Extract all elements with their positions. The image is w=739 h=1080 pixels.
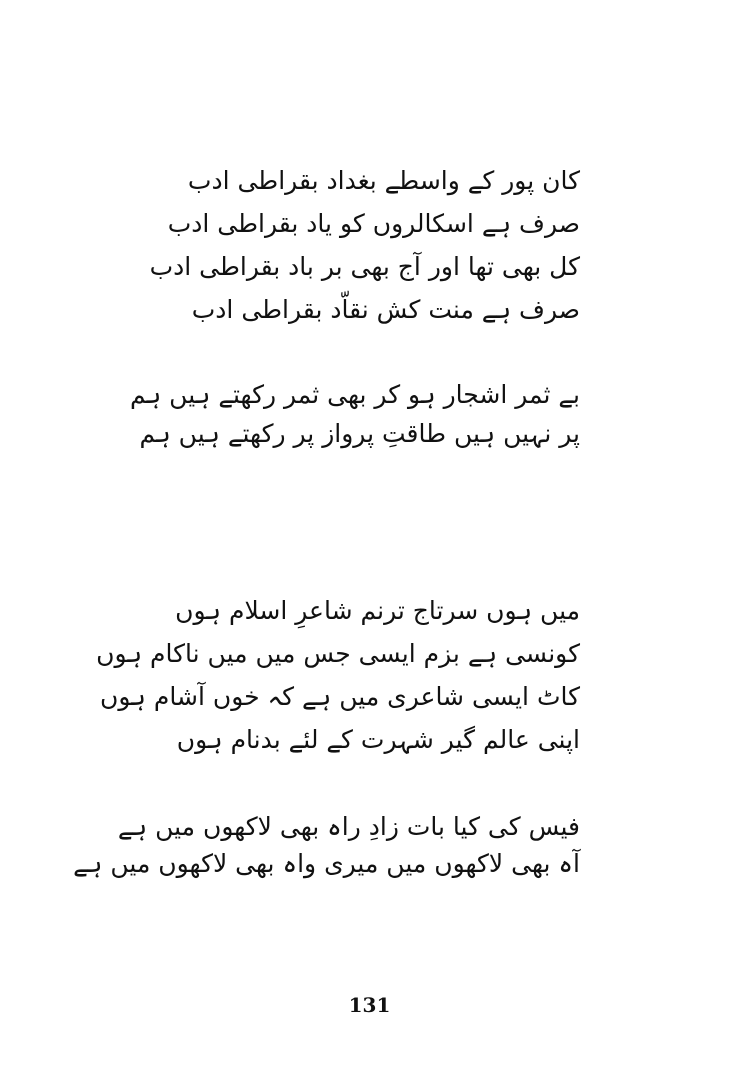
verse-line: بے ثمر اشجار ہو کر بھی ثمر رکھتے ہیں ہم <box>129 380 580 409</box>
stanza-4 <box>73 808 580 882</box>
verse-line: فیس کی کیا بات زادِ راہ بھی لاکھوں میں ہے <box>117 812 580 841</box>
verse-line: کونسی ہے بزم ایسی جس میں میں ناکام ہوں <box>96 639 580 668</box>
verse-line: آہ بھی لاکھوں میں میری واہ بھی لاکھوں میں ہے <box>73 849 580 878</box>
verse-line: کاٹ ایسی شاعری میں ہے کہ خوں آشام ہوں <box>100 682 580 711</box>
page-number: 131 <box>348 993 391 1017</box>
verse-line: کان پور کے واسطے بغداد بقراطی ادب <box>187 166 580 195</box>
verse-line: اپنی عالم گیر شہرت کے لئے بدنام ہوں <box>176 725 580 754</box>
stanza-1 <box>150 160 580 332</box>
verse-line: پر نہیں ہیں طاقتِ پرواز پر رکھتے ہیں ہم <box>139 419 580 448</box>
verse-line: صرف ہے منت کش نقاّد بقراطی ادب <box>191 295 580 324</box>
stanza-2 <box>129 375 580 453</box>
verse-line: صرف ہے اسکالروں کو یاد بقراطی ادب <box>167 209 580 238</box>
verse-line: کل بھی تھا اور آج بھی بر باد بقراطی ادب <box>149 252 580 281</box>
stanza-3 <box>96 590 580 762</box>
verse-line: میں ہوں سرتاج ترنم شاعرِ اسلام ہوں <box>175 596 580 625</box>
